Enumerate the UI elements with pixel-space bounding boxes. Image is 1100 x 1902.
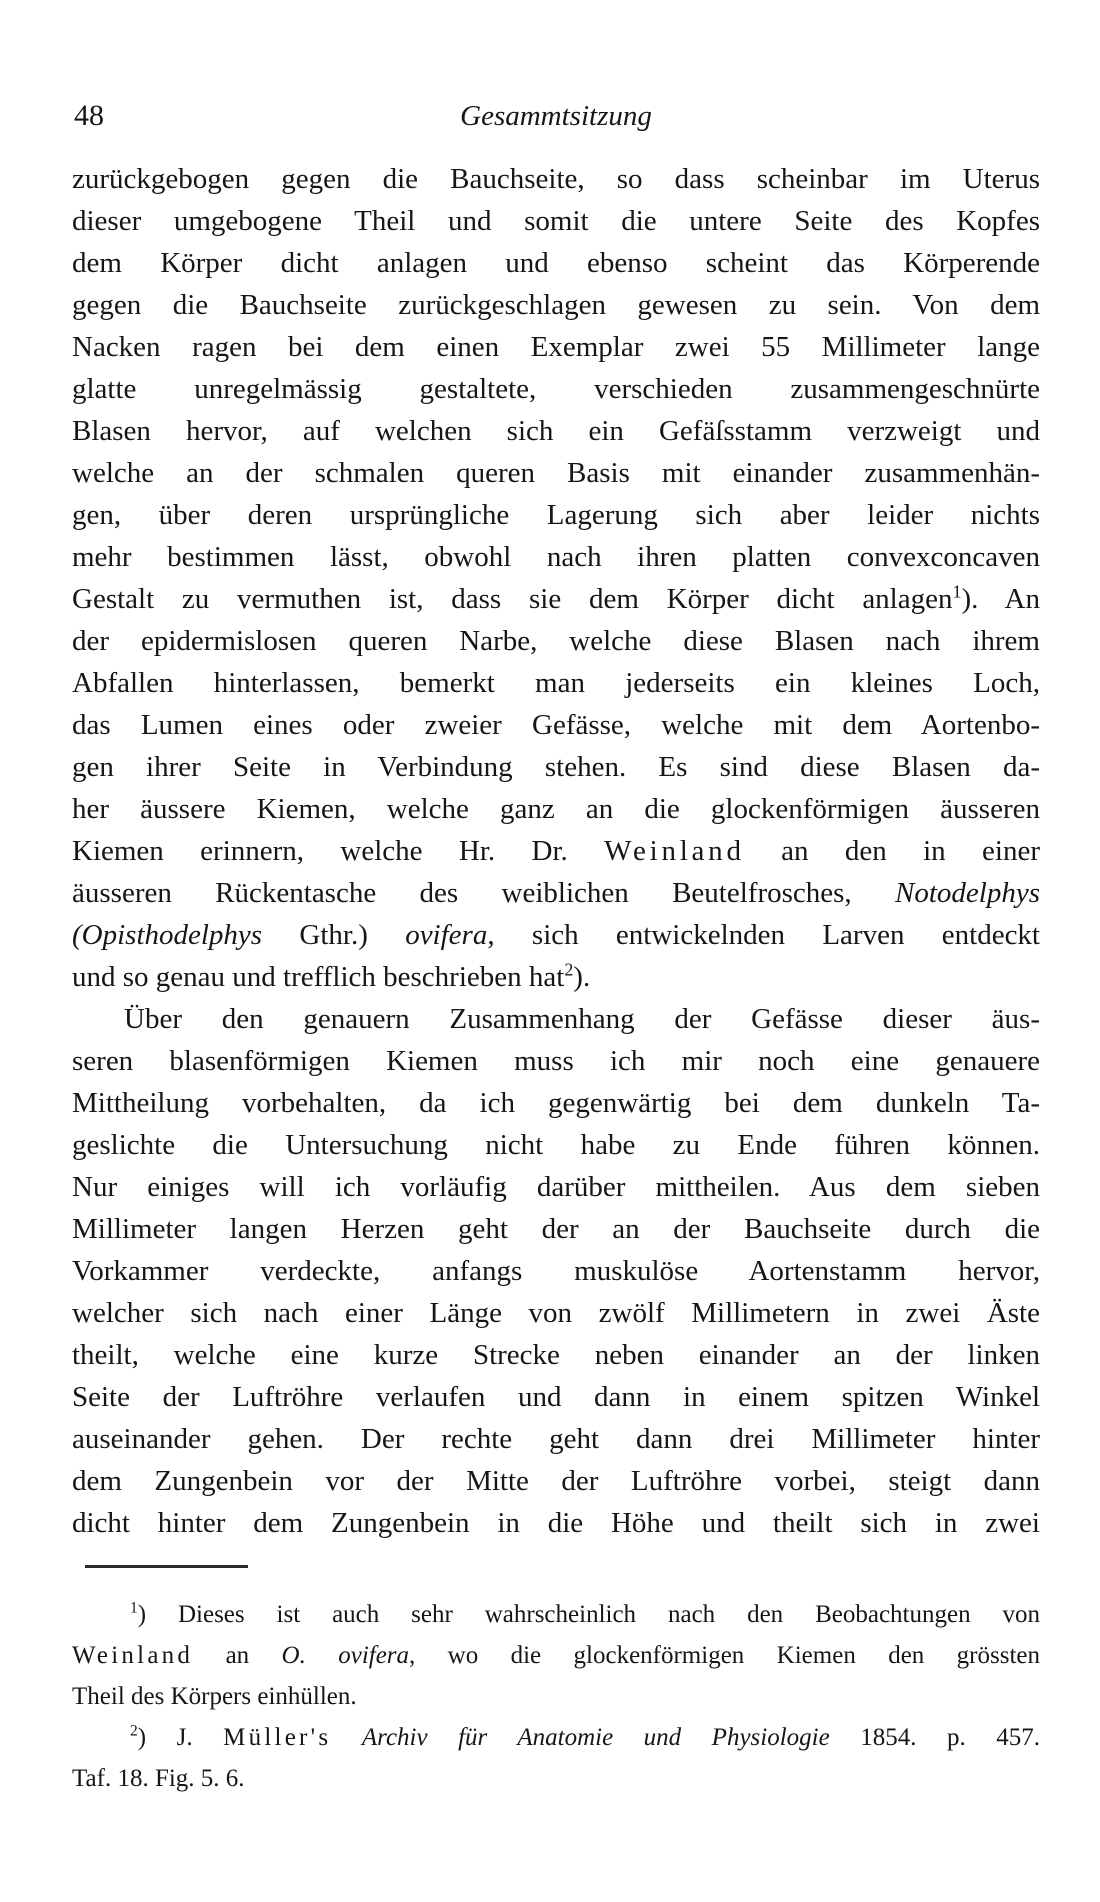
body-text-line [72, 1334, 1040, 1376]
body-text-line [72, 998, 1040, 1040]
body-text-line [72, 1040, 1040, 1082]
footnote-line [72, 1758, 1040, 1799]
text-segment: Abfallen hinterlassen, bemerkt man jederseits ein kleines Loch, [72, 667, 1040, 699]
text-segment: Weinland [72, 1642, 194, 1669]
text-segment: welcher sich nach einer Länge von zwölf Millimetern in zwei Äste [72, 1297, 1040, 1329]
text-segment: Blasen hervor, auf welchen sich ein Gefäſsstamm verzweigt und [72, 415, 1040, 447]
footnote-marker: 2 [564, 959, 574, 980]
text-segment: Weinland [604, 835, 745, 867]
body-text-line [72, 326, 1040, 368]
body-text-line [72, 1166, 1040, 1208]
body-text-line [72, 368, 1040, 410]
body-text-line [72, 872, 1040, 914]
text-segment: Nur einiges will ich vorläufig darüber mittheilen. Aus dem sieben [72, 1171, 1040, 1203]
body-text [72, 158, 1040, 1544]
text-segment: Mittheilung vorbehalten, da ich gegenwärtig bei dem dunkeln Ta- [72, 1087, 1040, 1119]
text-segment: theilt, welche eine kurze Strecke neben einander an der linken [72, 1339, 1040, 1371]
body-text-line [72, 788, 1040, 830]
footnote-line [72, 1676, 1040, 1717]
body-text-line [72, 1082, 1040, 1124]
body-text-line [72, 662, 1040, 704]
footnote-rule [85, 1565, 248, 1568]
text-segment: gegen die Bauchseite zurückgeschlagen gewesen zu sein. Von dem [72, 289, 1040, 321]
text-segment: ) Dieses ist auch sehr wahrscheinlich nach den Beobachtungen von [137, 1601, 1040, 1628]
text-segment: dem Körper dicht anlagen und ebenso scheint das Körperende [72, 247, 1040, 279]
text-segment: Taf. 18. Fig. 5. 6. [72, 1765, 245, 1792]
body-text-line [72, 578, 1040, 620]
body-text-line [72, 620, 1040, 662]
text-segment: Kiemen erinnern, welche Hr. Dr. [72, 835, 605, 867]
text-segment: geslichte die Untersuchung nicht habe zu Ende führen können. [72, 1129, 1040, 1161]
text-segment: Müller's [223, 1724, 332, 1751]
text-segment: , sich entwickelnden Larven entdeckt [487, 919, 1040, 951]
body-text-line [72, 284, 1040, 326]
text-segment: 1854. p. 457. [829, 1724, 1041, 1751]
body-text-line [72, 746, 1040, 788]
body-text-line [72, 1460, 1040, 1502]
footnote-line [72, 1717, 1040, 1758]
text-segment: Theil des Körpers einhüllen. [72, 1683, 357, 1710]
text-segment: Archiv für Anatomie und Physiologie [361, 1724, 830, 1751]
text-segment: Notodelphys [895, 877, 1040, 909]
footnote-line [72, 1594, 1040, 1635]
body-text-line [72, 200, 1040, 242]
text-segment: an den in einer [744, 835, 1040, 867]
body-text-line [72, 494, 1040, 536]
page-header [72, 98, 1040, 138]
body-text-line [72, 1376, 1040, 1418]
text-segment: ). An [961, 583, 1041, 615]
text-segment: ovifera [405, 919, 488, 951]
text-segment: zurückgebogen gegen die Bauchseite, so dass scheinbar im Uterus [72, 163, 1040, 195]
body-text-line [72, 956, 1040, 998]
text-segment: mehr bestimmen lässt, obwohl nach ihren platten convexconcaven [72, 541, 1040, 573]
body-text-line [72, 1292, 1040, 1334]
running-title: Gesammtsitzung [460, 100, 652, 132]
body-text-line [72, 158, 1040, 200]
body-text-line [72, 1250, 1040, 1292]
text-segment: an [193, 1642, 282, 1669]
text-segment [331, 1724, 362, 1751]
body-text-line [72, 914, 1040, 956]
text-segment: dem Zungenbein vor der Mitte der Luftröhre vorbei, steigt dann [72, 1465, 1040, 1497]
text-segment: Vorkammer verdeckte, anfangs muskulöse Aortenstamm hervor, [72, 1255, 1040, 1287]
text-segment: glatte unregelmässig gestaltete, verschieden zusammengeschnürte [72, 373, 1040, 405]
text-segment: Millimeter langen Herzen geht der an der Bauchseite durch die [72, 1213, 1040, 1245]
text-segment: dicht hinter dem Zungenbein in die Höhe und theilt sich in zwei [72, 1507, 1040, 1539]
text-segment: welche an der schmalen queren Basis mit einander zusammenhän- [72, 457, 1040, 489]
footnote-line [72, 1635, 1040, 1676]
text-segment: auseinander gehen. Der rechte geht dann drei Millimeter hinter [72, 1423, 1040, 1455]
text-segment: dieser umgebogene Theil und somit die untere Seite des Kopfes [72, 205, 1040, 237]
text-segment: der epidermislosen queren Narbe, welche diese Blasen nach ihrem [72, 625, 1040, 657]
text-segment: ). [573, 961, 591, 993]
body-text-line [72, 1418, 1040, 1460]
text-segment: das Lumen eines oder zweier Gefässe, welche mit dem Aortenbo- [72, 709, 1040, 741]
text-segment: äusseren Rückentasche des weiblichen Beutelfrosches, [72, 877, 895, 909]
text-segment: (Opisthodelphys [72, 919, 263, 951]
text-segment: seren blasenförmigen Kiemen muss ich mir noch eine genauere [72, 1045, 1040, 1077]
body-text-line [72, 1208, 1040, 1250]
text-segment: , wo die glockenförmigen Kiemen den grössten [409, 1642, 1040, 1669]
body-text-line [72, 704, 1040, 746]
body-text-line [72, 1124, 1040, 1166]
body-text-line [72, 830, 1040, 872]
footnotes [72, 1594, 1040, 1799]
text-segment: gen, über deren ursprüngliche Lagerung sich aber leider nichts [72, 499, 1040, 531]
footnote-marker: 1 [130, 1599, 138, 1617]
body-text-line [72, 410, 1040, 452]
body-text-line [72, 1502, 1040, 1544]
body-text-line [72, 242, 1040, 284]
text-segment: Seite der Luftröhre verlaufen und dann in einem spitzen Winkel [72, 1381, 1040, 1413]
text-segment: her äussere Kiemen, welche ganz an die glockenförmigen äusseren [72, 793, 1040, 825]
body-text-line [72, 452, 1040, 494]
text-segment: ) J. [137, 1724, 224, 1751]
body-text-line [72, 536, 1040, 578]
text-segment: und so genau und trefflich beschrieben hat [72, 961, 565, 993]
text-segment: gen ihrer Seite in Verbindung stehen. Es sind diese Blasen da- [72, 751, 1040, 783]
page-number: 48 [74, 99, 104, 132]
text-segment: Gestalt zu vermuthen ist, dass sie dem Körper dicht anlagen [72, 583, 953, 615]
footnote-marker: 2 [130, 1722, 138, 1740]
text-segment: O. ovifera [281, 1642, 410, 1669]
text-segment: Gthr.) [262, 919, 406, 951]
text-segment: Nacken ragen bei dem einen Exemplar zwei 55 Millimeter lange [72, 331, 1040, 363]
footnote-marker: 1 [952, 581, 962, 602]
text-segment: Über den genauern Zusammenhang der Gefässe dieser äus- [124, 1003, 1040, 1035]
